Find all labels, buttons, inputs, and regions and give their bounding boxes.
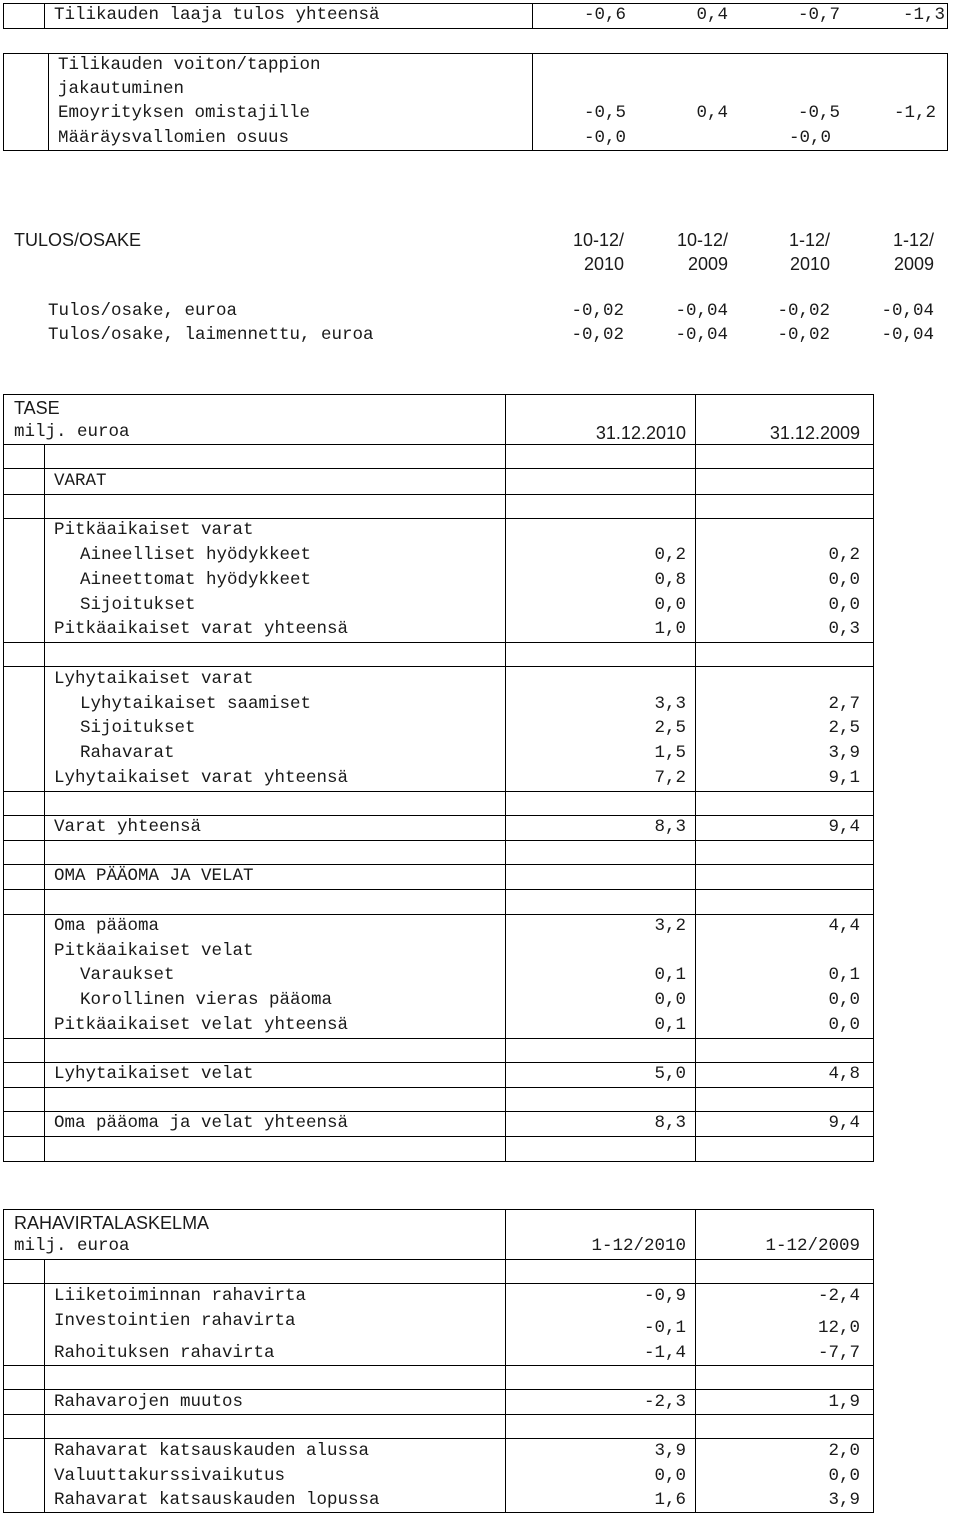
- border: [3, 394, 4, 1162]
- total-row-label: Tilikauden laaja tulos yhteensä: [54, 5, 380, 25]
- border: [532, 3, 533, 29]
- allocation-label-line2: jakautuminen: [58, 79, 185, 99]
- allocation-label-line1: Tilikauden voiton/tappion: [58, 55, 321, 75]
- eps-row-value: -0,02: [571, 325, 624, 345]
- equity-liab-heading: OMA PÄÄOMA JA VELAT: [54, 866, 254, 886]
- border: [505, 1209, 506, 1513]
- eps-row-value: -0,04: [675, 325, 728, 345]
- eps-header-3-line2: 2010: [789, 254, 830, 274]
- eps-row-value: -0,02: [777, 301, 830, 321]
- owners-row-v4: -1,2: [893, 103, 936, 123]
- border: [3, 494, 874, 495]
- border: [3, 791, 874, 792]
- tangible-label: Aineelliset hyödykkeet: [80, 545, 312, 565]
- fx-effect-v2: 0,0: [828, 1466, 860, 1486]
- closing-v1: 1,6: [654, 1490, 686, 1510]
- border: [3, 1062, 874, 1063]
- eps-row-value: -0,04: [881, 301, 934, 321]
- border: [3, 1209, 4, 1513]
- cashflow-unit: milj. euroa: [14, 1236, 130, 1256]
- assets-heading: VARAT: [54, 471, 107, 491]
- eps-header-3-line1: 1-12/: [788, 230, 830, 250]
- operating-label: Liiketoiminnan rahavirta: [54, 1286, 307, 1306]
- fx-effect-label: Valuuttakurssivaikutus: [54, 1466, 286, 1486]
- interest-bearing-label: Korollinen vieras pääoma: [80, 990, 333, 1010]
- border: [3, 150, 948, 151]
- minority-row-v3: -0,0: [788, 128, 831, 148]
- operating-v1: -0,9: [643, 1286, 686, 1306]
- receivables-v2: 2,7: [828, 694, 860, 714]
- eps-row-label: Tulos/osake, euroa: [48, 301, 238, 321]
- border: [3, 444, 874, 445]
- border: [3, 1136, 874, 1137]
- noncurrent-total-v2: 0,3: [828, 619, 860, 639]
- eps-header-1-line1: 10-12/: [572, 230, 624, 250]
- receivables-label: Lyhytaikaiset saamiset: [80, 694, 312, 714]
- owners-row-v3: -0,5: [797, 103, 840, 123]
- eps-row-value: -0,04: [881, 325, 934, 345]
- noncurrent-liab-total-v2: 0,0: [828, 1015, 860, 1035]
- noncurrent-liab-total-label: Pitkäaikaiset velat yhteensä: [54, 1015, 349, 1035]
- balance-col1-header: 31.12.2010: [595, 423, 686, 443]
- border: [3, 1111, 874, 1112]
- eps-header-4-line1: 1-12/: [892, 230, 934, 250]
- opening-v2: 2,0: [828, 1441, 860, 1461]
- provisions-v1: 0,1: [654, 965, 686, 985]
- eps-row-value: -0,02: [777, 325, 830, 345]
- eps-row-value: -0,04: [675, 301, 728, 321]
- change-label: Rahavarojen muutos: [54, 1392, 244, 1412]
- fx-effect-v1: 0,0: [654, 1466, 686, 1486]
- border: [873, 394, 874, 1162]
- border: [873, 1209, 874, 1513]
- eps-header-2-line1: 10-12/: [676, 230, 728, 250]
- border: [3, 889, 874, 890]
- tangible-v2: 0,2: [828, 545, 860, 565]
- receivables-v1: 3,3: [654, 694, 686, 714]
- current-liab-v2: 4,8: [828, 1064, 860, 1084]
- intangible-label: Aineettomat hyödykkeet: [80, 570, 312, 590]
- interest-bearing-v2: 0,0: [828, 990, 860, 1010]
- border: [3, 840, 874, 841]
- border: [3, 1283, 874, 1284]
- investing-v2: 12,0: [817, 1318, 860, 1338]
- border: [3, 914, 874, 915]
- border: [532, 53, 533, 151]
- border: [3, 1365, 874, 1366]
- border: [3, 3, 948, 4]
- border: [3, 864, 874, 865]
- balance-title: TASE: [14, 398, 60, 418]
- current-investments-v1: 2,5: [654, 718, 686, 738]
- border: [947, 53, 948, 151]
- assets-total-v1: 8,3: [654, 817, 686, 837]
- cash-v1: 1,5: [654, 743, 686, 763]
- border: [3, 28, 948, 29]
- border: [3, 3, 4, 29]
- border: [3, 53, 4, 151]
- border: [3, 815, 874, 816]
- current-heading: Lyhytaikaiset varat: [54, 669, 254, 689]
- cashflow-col1-header: 1-12/2010: [591, 1236, 686, 1256]
- border: [3, 468, 874, 469]
- current-investments-v2: 2,5: [828, 718, 860, 738]
- border: [3, 1389, 874, 1390]
- intangible-v2: 0,0: [828, 570, 860, 590]
- noncurrent-liab-total-v1: 0,1: [654, 1015, 686, 1035]
- current-liab-label: Lyhytaikaiset velat: [54, 1064, 254, 1084]
- current-total-label: Lyhytaikaiset varat yhteensä: [54, 768, 349, 788]
- noncurrent-total-label: Pitkäaikaiset varat yhteensä: [54, 619, 349, 639]
- total-row-v4: -1,3: [902, 5, 945, 25]
- financing-label: Rahoituksen rahavirta: [54, 1343, 275, 1363]
- border: [3, 518, 874, 519]
- noncurrent-total-v1: 1,0: [654, 619, 686, 639]
- border: [3, 666, 874, 667]
- equity-v1: 3,2: [654, 916, 686, 936]
- eps-header-4-line2: 2009: [893, 254, 934, 274]
- border: [3, 1161, 874, 1162]
- closing-v2: 3,9: [828, 1490, 860, 1510]
- cashflow-title: RAHAVIRTALASKELMA: [14, 1213, 210, 1233]
- equity-liab-total-v1: 8,3: [654, 1113, 686, 1133]
- opening-label: Rahavarat katsauskauden alussa: [54, 1441, 370, 1461]
- current-liab-v1: 5,0: [654, 1064, 686, 1084]
- cash-label: Rahavarat: [80, 743, 175, 763]
- owners-row-v1: -0,5: [583, 103, 626, 123]
- intangible-v1: 0,8: [654, 570, 686, 590]
- eps-header-2-line2: 2009: [687, 254, 728, 274]
- border: [3, 394, 874, 395]
- closing-label: Rahavarat katsauskauden lopussa: [54, 1490, 380, 1510]
- financing-v1: -1,4: [643, 1343, 686, 1363]
- border: [3, 642, 874, 643]
- cash-v2: 3,9: [828, 743, 860, 763]
- border: [947, 3, 948, 29]
- investments-v1: 0,0: [654, 595, 686, 615]
- assets-total-v2: 9,4: [828, 817, 860, 837]
- interest-bearing-v1: 0,0: [654, 990, 686, 1010]
- balance-unit: milj. euroa: [14, 422, 130, 442]
- current-total-v1: 7,2: [654, 768, 686, 788]
- border: [3, 53, 948, 54]
- border: [44, 1259, 45, 1513]
- border: [44, 3, 45, 29]
- equity-liab-total-v2: 9,4: [828, 1113, 860, 1133]
- eps-header-1-line2: 2010: [583, 254, 624, 274]
- border: [3, 1414, 874, 1415]
- border: [695, 1209, 696, 1513]
- equity-v2: 4,4: [828, 916, 860, 936]
- change-v2: 1,9: [828, 1392, 860, 1412]
- investments-label: Sijoitukset: [80, 595, 196, 615]
- investing-v1: -0,1: [643, 1318, 686, 1338]
- noncurrent-liab-heading: Pitkäaikaiset velat: [54, 941, 254, 961]
- operating-v2: -2,4: [817, 1286, 860, 1306]
- eps-row-value: -0,02: [571, 301, 624, 321]
- border: [3, 1438, 874, 1439]
- total-row-v2: 0,4: [696, 5, 728, 25]
- noncurrent-heading: Pitkäaikaiset varat: [54, 520, 254, 540]
- border: [3, 1512, 874, 1513]
- border: [48, 53, 49, 151]
- minority-row-label: Määräysvallomien osuus: [58, 128, 290, 148]
- provisions-label: Varaukset: [80, 965, 175, 985]
- minority-row-v1: -0,0: [583, 128, 626, 148]
- change-v1: -2,3: [643, 1392, 686, 1412]
- balance-col2-header: 31.12.2009: [769, 423, 860, 443]
- eps-diluted-row-label: Tulos/osake, laimennettu, euroa: [48, 325, 374, 345]
- total-row-v1: -0,6: [583, 5, 626, 25]
- equity-label: Oma pääoma: [54, 916, 160, 936]
- total-row-v3: -0,7: [797, 5, 840, 25]
- border: [3, 1038, 874, 1039]
- investments-v2: 0,0: [828, 595, 860, 615]
- border: [44, 444, 45, 1162]
- owners-row-label: Emoyrityksen omistajille: [58, 103, 311, 123]
- equity-liab-total-label: Oma pääoma ja velat yhteensä: [54, 1113, 349, 1133]
- border: [3, 1087, 874, 1088]
- current-investments-label: Sijoitukset: [80, 718, 196, 738]
- opening-v1: 3,9: [654, 1441, 686, 1461]
- border: [505, 394, 506, 1162]
- financing-v2: -7,7: [817, 1343, 860, 1363]
- tangible-v1: 0,2: [654, 545, 686, 565]
- current-total-v2: 9,1: [828, 768, 860, 788]
- eps-title: TULOS/OSAKE: [14, 230, 142, 250]
- assets-total-label: Varat yhteensä: [54, 817, 202, 837]
- border: [695, 394, 696, 1162]
- border: [3, 1209, 874, 1210]
- cashflow-col2-header: 1-12/2009: [765, 1236, 860, 1256]
- owners-row-v2: 0,4: [696, 103, 728, 123]
- investing-label: Investointien rahavirta: [54, 1311, 296, 1331]
- border: [3, 1259, 874, 1260]
- provisions-v2: 0,1: [828, 965, 860, 985]
